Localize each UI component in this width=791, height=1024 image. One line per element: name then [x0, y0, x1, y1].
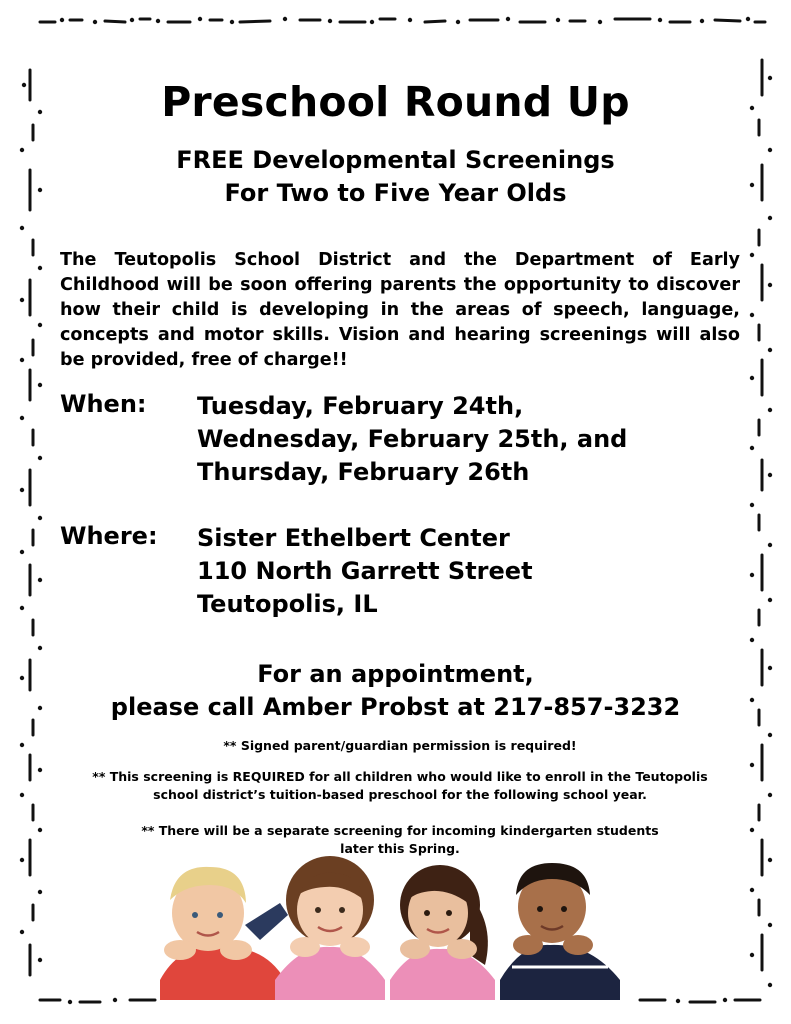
appointment-line-2: please call Amber Probst at 217-857-3232: [110, 693, 681, 721]
subtitle-line-2: For Two to Five Year Olds: [224, 179, 567, 207]
where-line-3: Teutopolis, IL: [197, 590, 378, 618]
child-4-figure: [500, 863, 620, 1000]
intro-paragraph: The Teutopolis School District and the Department of Early Childhood will be soon offering parents the opportunity to discover how their child is developing in the areas of speech, language, concepts and motor skills. Vision and hearing screenings will also be provided, free of charge!!: [60, 250, 740, 370]
child-1-figure: [160, 867, 288, 1000]
where-address: [197, 522, 533, 621]
required-note-line-1: ** This screening is REQUIRED for all children who would like to enroll in the Teutopolis: [92, 769, 708, 784]
kindergarten-note: [60, 822, 740, 858]
when-dates: [197, 390, 627, 489]
subtitle-line-1: FREE Developmental Screenings: [176, 146, 615, 174]
kindergarten-note-line-2: later this Spring.: [340, 841, 460, 856]
where-line-1: Sister Ethelbert Center: [197, 524, 510, 552]
permission-note: ** Signed parent/guardian permission is required!: [223, 738, 577, 753]
appointment-line-1: For an appointment,: [257, 660, 534, 688]
required-note: [60, 768, 740, 804]
when-label: When:: [60, 390, 147, 418]
where-label: Where:: [60, 522, 158, 550]
children-lying-photo: [150, 855, 630, 1000]
kindergarten-note-line-1: ** There will be a separate screening for incoming kindergarten students: [141, 823, 659, 838]
page-title: Preschool Round Up: [161, 78, 630, 126]
child-3-figure: [390, 865, 495, 1000]
required-note-line-2: school district’s tuition-based preschool for the following school year.: [153, 787, 647, 802]
where-line-2: 110 North Garrett Street: [197, 557, 533, 585]
child-2-figure: [275, 856, 385, 1000]
when-date-2: Wednesday, February 25th, and: [197, 425, 628, 453]
when-date-1: Tuesday, February 24th,: [197, 392, 524, 420]
when-date-3: Thursday, February 26th: [197, 458, 530, 486]
